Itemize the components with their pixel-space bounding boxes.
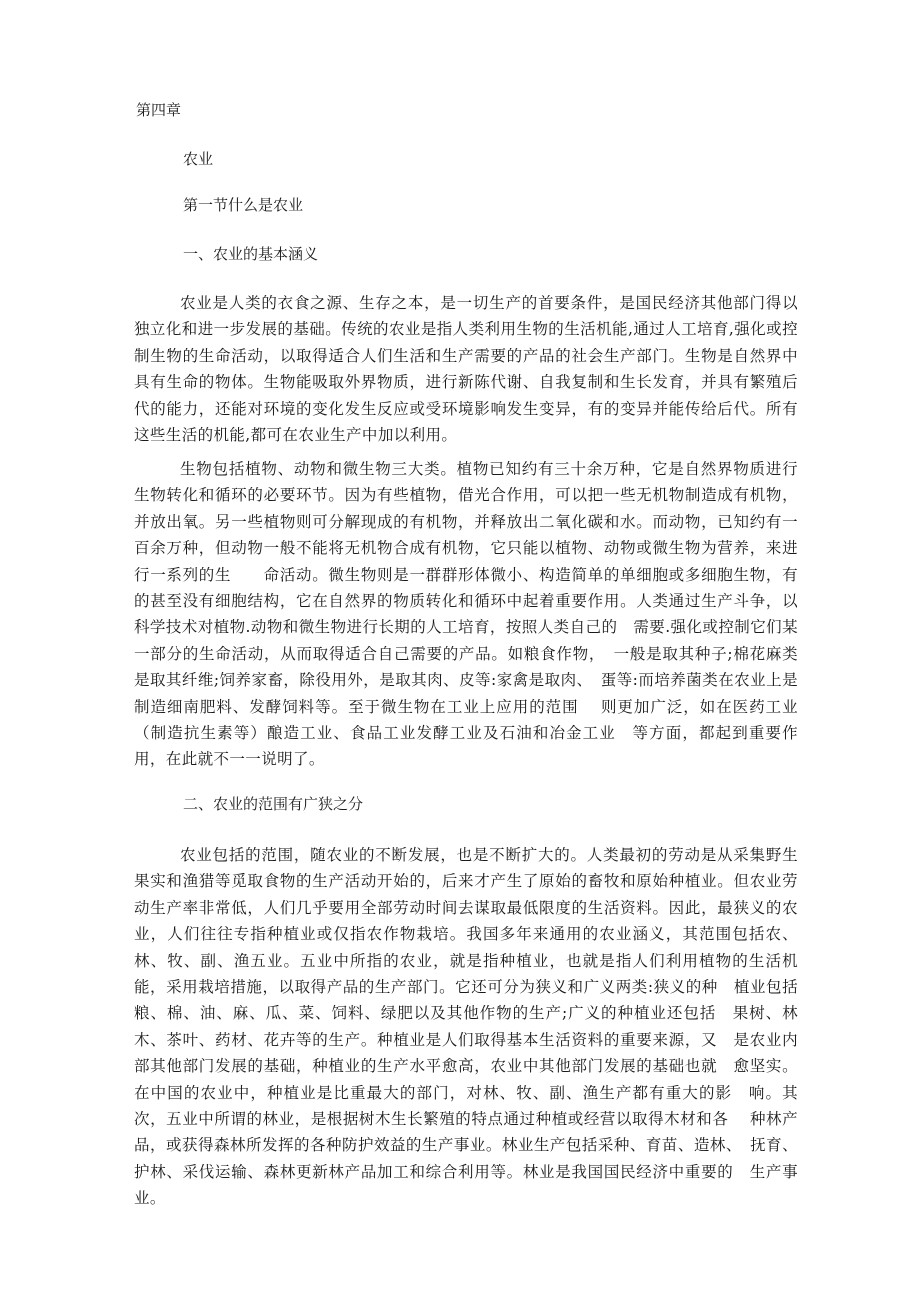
paragraph-organisms: 生物包括植物、动物和微生物三大类。植物已知约有三十余万种，它是自然界物质进行生物转化和循环的必要环节。因为有些植物，借光合作用，可以把一些无机物制造成有机物，并放出氧。另一些植物则可分解现成的有机物，并释放出二氧化碳和水。而动物，已知约有一百余万种，但动物一般不能将无机物合成有机物，它只能以植物、动物或微生物为营养，来进行一系列的生 命活动。微生物则是一群群形体微小、构造简单的单细胞或多细胞生物，有的甚至没有细胞结构，它在自然界的物质转化和循环中起着重要作用。人类通过生产斗争，以科学技术对植物.动物和微生物进行长期的人工培育，按照人类自己的 需要.强化或控制它们某一部分的生命活动，从而取得适合自己需要的产品。如粮食作物， 一般是取其种子;棉花麻类是取其纤维;饲养家畜，除役用外，是取其肉、皮等:家禽是取肉、 蛋等:而培养菌类在农业上是制造细南肥料、发酵饲料等。至于微生物在工业上应用的范围 则更加广泛，如在医药工业（制造抗生素等）酿造工业、食品工业发酵工业及石油和冶金工业 等方面，都起到重要作用，在此就不一一说明了。 <box>134 460 798 769</box>
paragraph-agriculture-scope: 农业包括的范围，随农业的不断发展，也是不断扩大的。人类最初的劳动是从采集野生果实和渔猎等觅取食物的生产活动开始的，后来才产生了原始的畜牧和原始种植业。但农业劳动生产率非常低，人们几乎要用全部劳动时间去谋取最低限度的生活资料。因此，最狭义的农业，人们往往专指种植业或仅指农作物栽培。我国多年来通用的农业涵义，其范围包括农、林、牧、副、渔五业。五业中所指的农业，就是指种植业，也就是指人们利用植物的生活机能，采用栽培措施，以取得产品的生产部门。它还可分为狭义和广义两类:狭义的种 植业包括粮、棉、油、麻、瓜、菜、饲料、绿肥以及其他作物的生产;广义的种植业还包括 果树、林木、茶叶、药材、花卉等的生产。种植业是人们取得基本生活资料的重要来源，又 是农业内部其他部门发展的基础，种植业的生产水平愈高，农业中其他部门发展的基础也就 愈坚实。在中国的农业中，种植业是比重最大的部门，对林、牧、副、渔生产都有重大的影 响。其次，五业中所谓的林业，是根据树木生长繁殖的特点通过种植或经营以取得木材和各 种林产品，或获得森林所发挥的各种防护效益的生产事业。林业生产包括采种、育苗、造林、 抚育、护林、采伐运输、森林更新林产品加工和综合利用等。林业是我国国民经济中重要的 生产事业。 <box>134 846 798 1208</box>
subsection-heading-basic-meaning: 一、农业的基本涵义 <box>183 245 319 263</box>
paragraph-agriculture-definition: 农业是人类的衣食之源、生存之本，是一切生产的首要条件，是国民经济其他部门得以独立化和进一步发展的基础。传统的农业是指人类利用生物的生活机能,通过人工培育,强化或控制生物的生命活动，以取得适合人们生活和生产需要的产品的社会生产部门。生物是自然界中具有生命的物体。生物能吸取外界物质，进行新陈代谢、自我复制和生长发育，并具有繁殖后代的能力，还能对环境的变化发生反应或受环境影响发生变异，有的变异并能传给后代。所有这些生活的机能,都可在农业生产中加以利用。 <box>134 294 798 445</box>
subsection-heading-scope: 二、农业的范围有广狭之分 <box>183 795 364 813</box>
chapter-title: 农业 <box>183 150 214 168</box>
section-heading: 第一节什么是农业 <box>183 196 304 214</box>
chapter-heading: 第四章 <box>136 101 182 119</box>
